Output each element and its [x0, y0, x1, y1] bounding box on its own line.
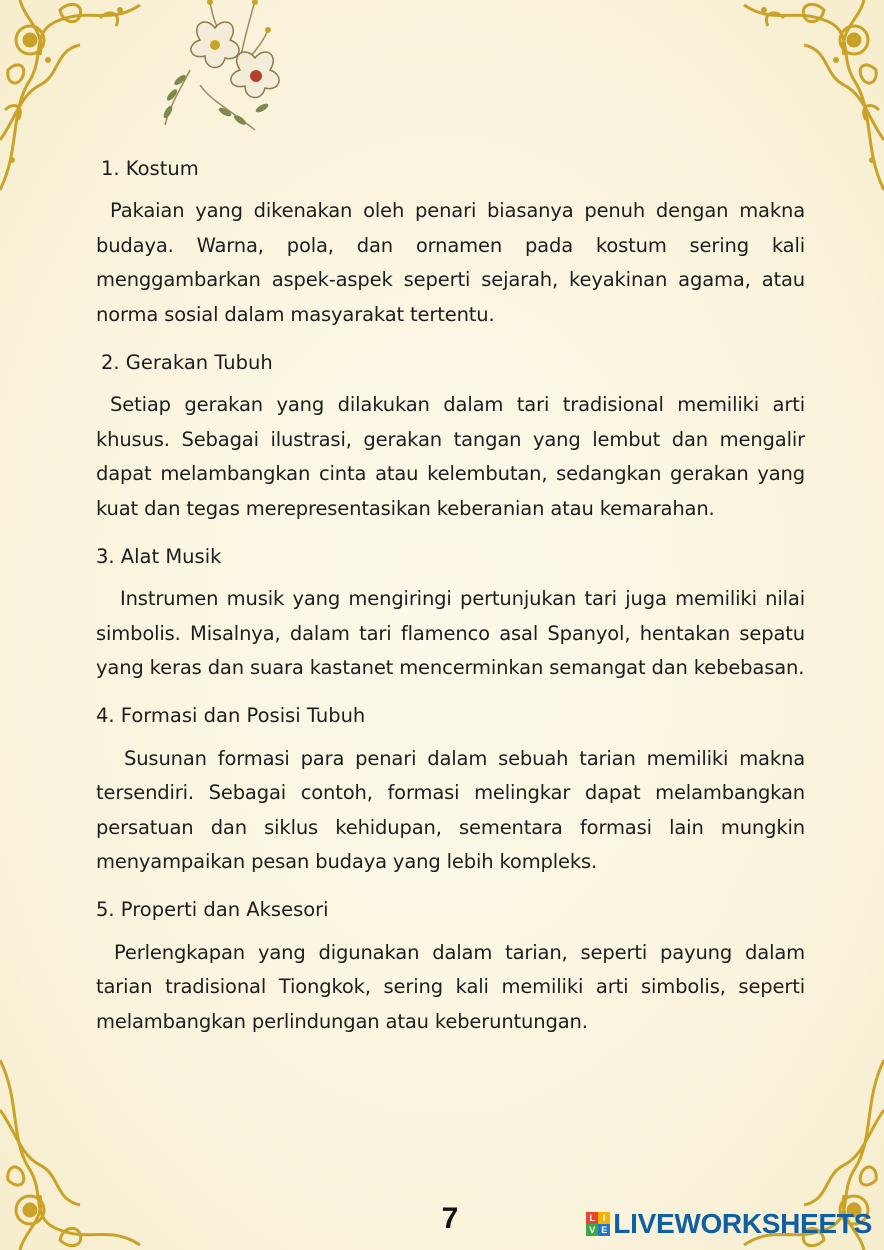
section-gerakan-tubuh [96, 344, 805, 526]
section-paragraph: Pakaian yang dikenakan oleh penari biasanya penuh dengan makna budaya. Warna, pola, dan ornamen pada kostum sering kali menggambarkan aspek-aspek seperti sejarah, keyakinan agama, atau norma sosial dalam masyarakat tertentu. [96, 199, 805, 326]
logo-letter: I [598, 1212, 610, 1224]
section-properti [96, 892, 805, 1040]
logo-letter: L [586, 1212, 598, 1224]
flower-illustration-icon [150, 0, 310, 135]
section-alat-musik [96, 538, 805, 686]
logo-letter: E [598, 1224, 610, 1236]
section-heading: 3. Alat Musik [96, 544, 222, 568]
section-paragraph: Susunan formasi para penari dalam sebuah tarian memiliki makna tersendiri. Sebagai contoh, formasi melingkar dapat melambangkan persatuan dan siklus kehidupan, sementara formasi lain mungkin menyampaikan pesan budaya yang lebih kompleks. [96, 746, 805, 873]
section-heading: 2. Gerakan Tubuh [101, 350, 273, 374]
section-kostum [96, 150, 805, 332]
liveworksheets-logo-icon [586, 1212, 610, 1236]
article-body [96, 150, 805, 1051]
section-heading: 1. Kostum [101, 156, 199, 180]
page-number: 7 [441, 1202, 459, 1235]
section-heading: 4. Formasi dan Posisi Tubuh [96, 704, 366, 728]
logo-letter: V [586, 1224, 598, 1236]
section-paragraph: Instrumen musik yang mengiringi pertunjukan tari juga memiliki nilai simbolis. Misalnya, dalam tari flamenco asal Spanyol, hentakan sepatu yang keras dan suara kastanet mencerminkan semangat dan kebebasan. [96, 587, 805, 679]
section-paragraph: Perlengkapan yang digunakan dalam tarian, seperti payung dalam tarian tradisional Tiongkok, sering kali memiliki arti simbolis, seperti melambangkan perlindungan atau keberuntungan. [96, 940, 805, 1033]
section-paragraph: Setiap gerakan yang dilakukan dalam tari tradisional memiliki arti khusus. Sebagai ilustrasi, gerakan tangan yang lembut dan mengalir dapat melambangkan cinta atau kelembutan, sedangkan gerakan yang kuat dan tegas merepresentasikan keberanian atau kemarahan. [96, 393, 805, 520]
liveworksheets-watermark [586, 1208, 872, 1240]
liveworksheets-text: LIVEWORKSHEETS [613, 1208, 872, 1239]
section-heading: 5. Properti dan Aksesori [96, 898, 329, 922]
section-formasi [96, 698, 805, 880]
